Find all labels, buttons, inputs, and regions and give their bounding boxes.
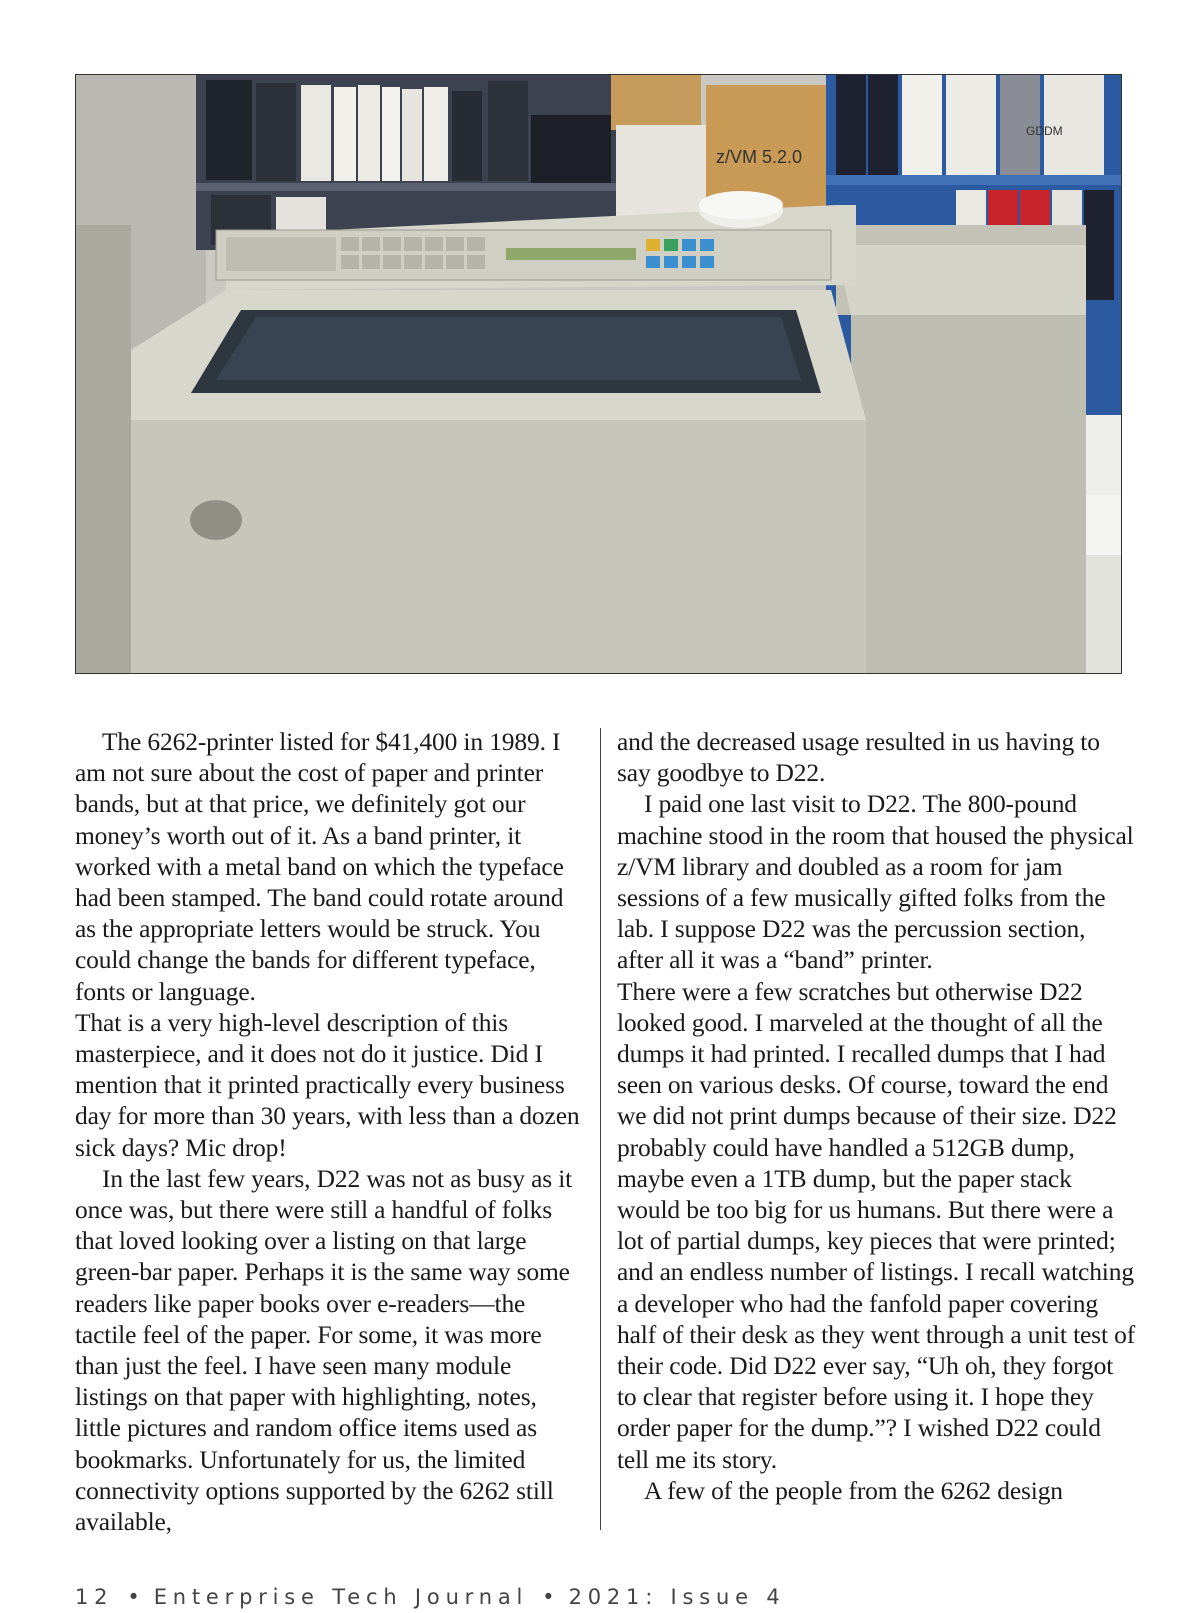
paragraph: and the decreased usage resulted in us having to say goodbye to D22. — [617, 727, 1100, 788]
publication-name: Enterprise Tech Journal — [153, 1585, 529, 1609]
article-column-right — [617, 726, 1137, 1506]
box-label: z/VM 5.2.0 — [716, 147, 803, 167]
column-divider — [600, 728, 601, 1530]
paragraph: That is a very high-level description of this masterpiece, and it does not do it justice. Did I mention that it printed practically every business day for more than 30 years, with less than a dozen sick days? Mic drop! — [75, 1007, 580, 1162]
paragraph: There were a few scratches but otherwise D22 looked good. I marveled at the thought of all the dumps it had printed. I recalled dumps that I had seen on various desks. Of course, toward the end we did not print dumps because of their size. D22 probably could have handled a 512GB dump, maybe even a 1TB dump, but the paper stack would be too big for us humans. But there were a lot of partial dumps, key pieces that were printed; and an endless number of listings. I recall watching a developer who had the fanfold paper covering half of their desk as they went through a unit test of their code. Did D22 ever say, “Uh oh, they forgot to clear that register before using it. I hope they order paper for the dump.”? I wished D22 could tell me its story. — [617, 976, 1136, 1474]
article-column-left — [75, 726, 585, 1537]
paragraph: In the last few years, D22 was not as busy as it once was, but there were still a handful of folks that loved looking over a listing on that large green-bar paper. Perhaps it is the same way some readers like paper books over e-readers—the tactile feel of the paper. For some, it was more than just the feel. I have seen many module listings on that paper with highlighting, notes, little pictures and random office items used as bookmarks. Unfortunately for us, the limited connectivity options supported by the 6262 still available, — [75, 1163, 573, 1537]
footer-separator: • — [542, 1585, 555, 1609]
paragraph: The 6262-printer listed for $41,400 in 1989. I am not sure about the cost of paper and printer bands, but at that price, we definitely got our money’s worth out of it. As a band printer, it worked with a metal band on which the typeface had been stamped. The band could rotate around as the appropriate letters would be struck. You could change the bands for different typeface, fonts or language. — [75, 727, 564, 1006]
issue-label: 2021: Issue 4 — [568, 1585, 786, 1609]
page-footer — [75, 1585, 786, 1609]
paragraph: I paid one last visit to D22. The 800-pound machine stood in the room that housed the physical z/VM library and doubled as a room for jam sessions of a few musically gifted folks from the lab. I suppose D22 was the percussion section, after all it was a “band” printer. — [617, 789, 1134, 975]
page-number: 12 — [75, 1585, 114, 1609]
printer-photo — [75, 74, 1122, 674]
paragraph: A few of the people from the 6262 design — [644, 1475, 1063, 1505]
footer-separator: • — [127, 1585, 140, 1609]
binder-label: GDDM — [1026, 124, 1063, 138]
ibm-6262-printer-image — [76, 75, 1122, 674]
